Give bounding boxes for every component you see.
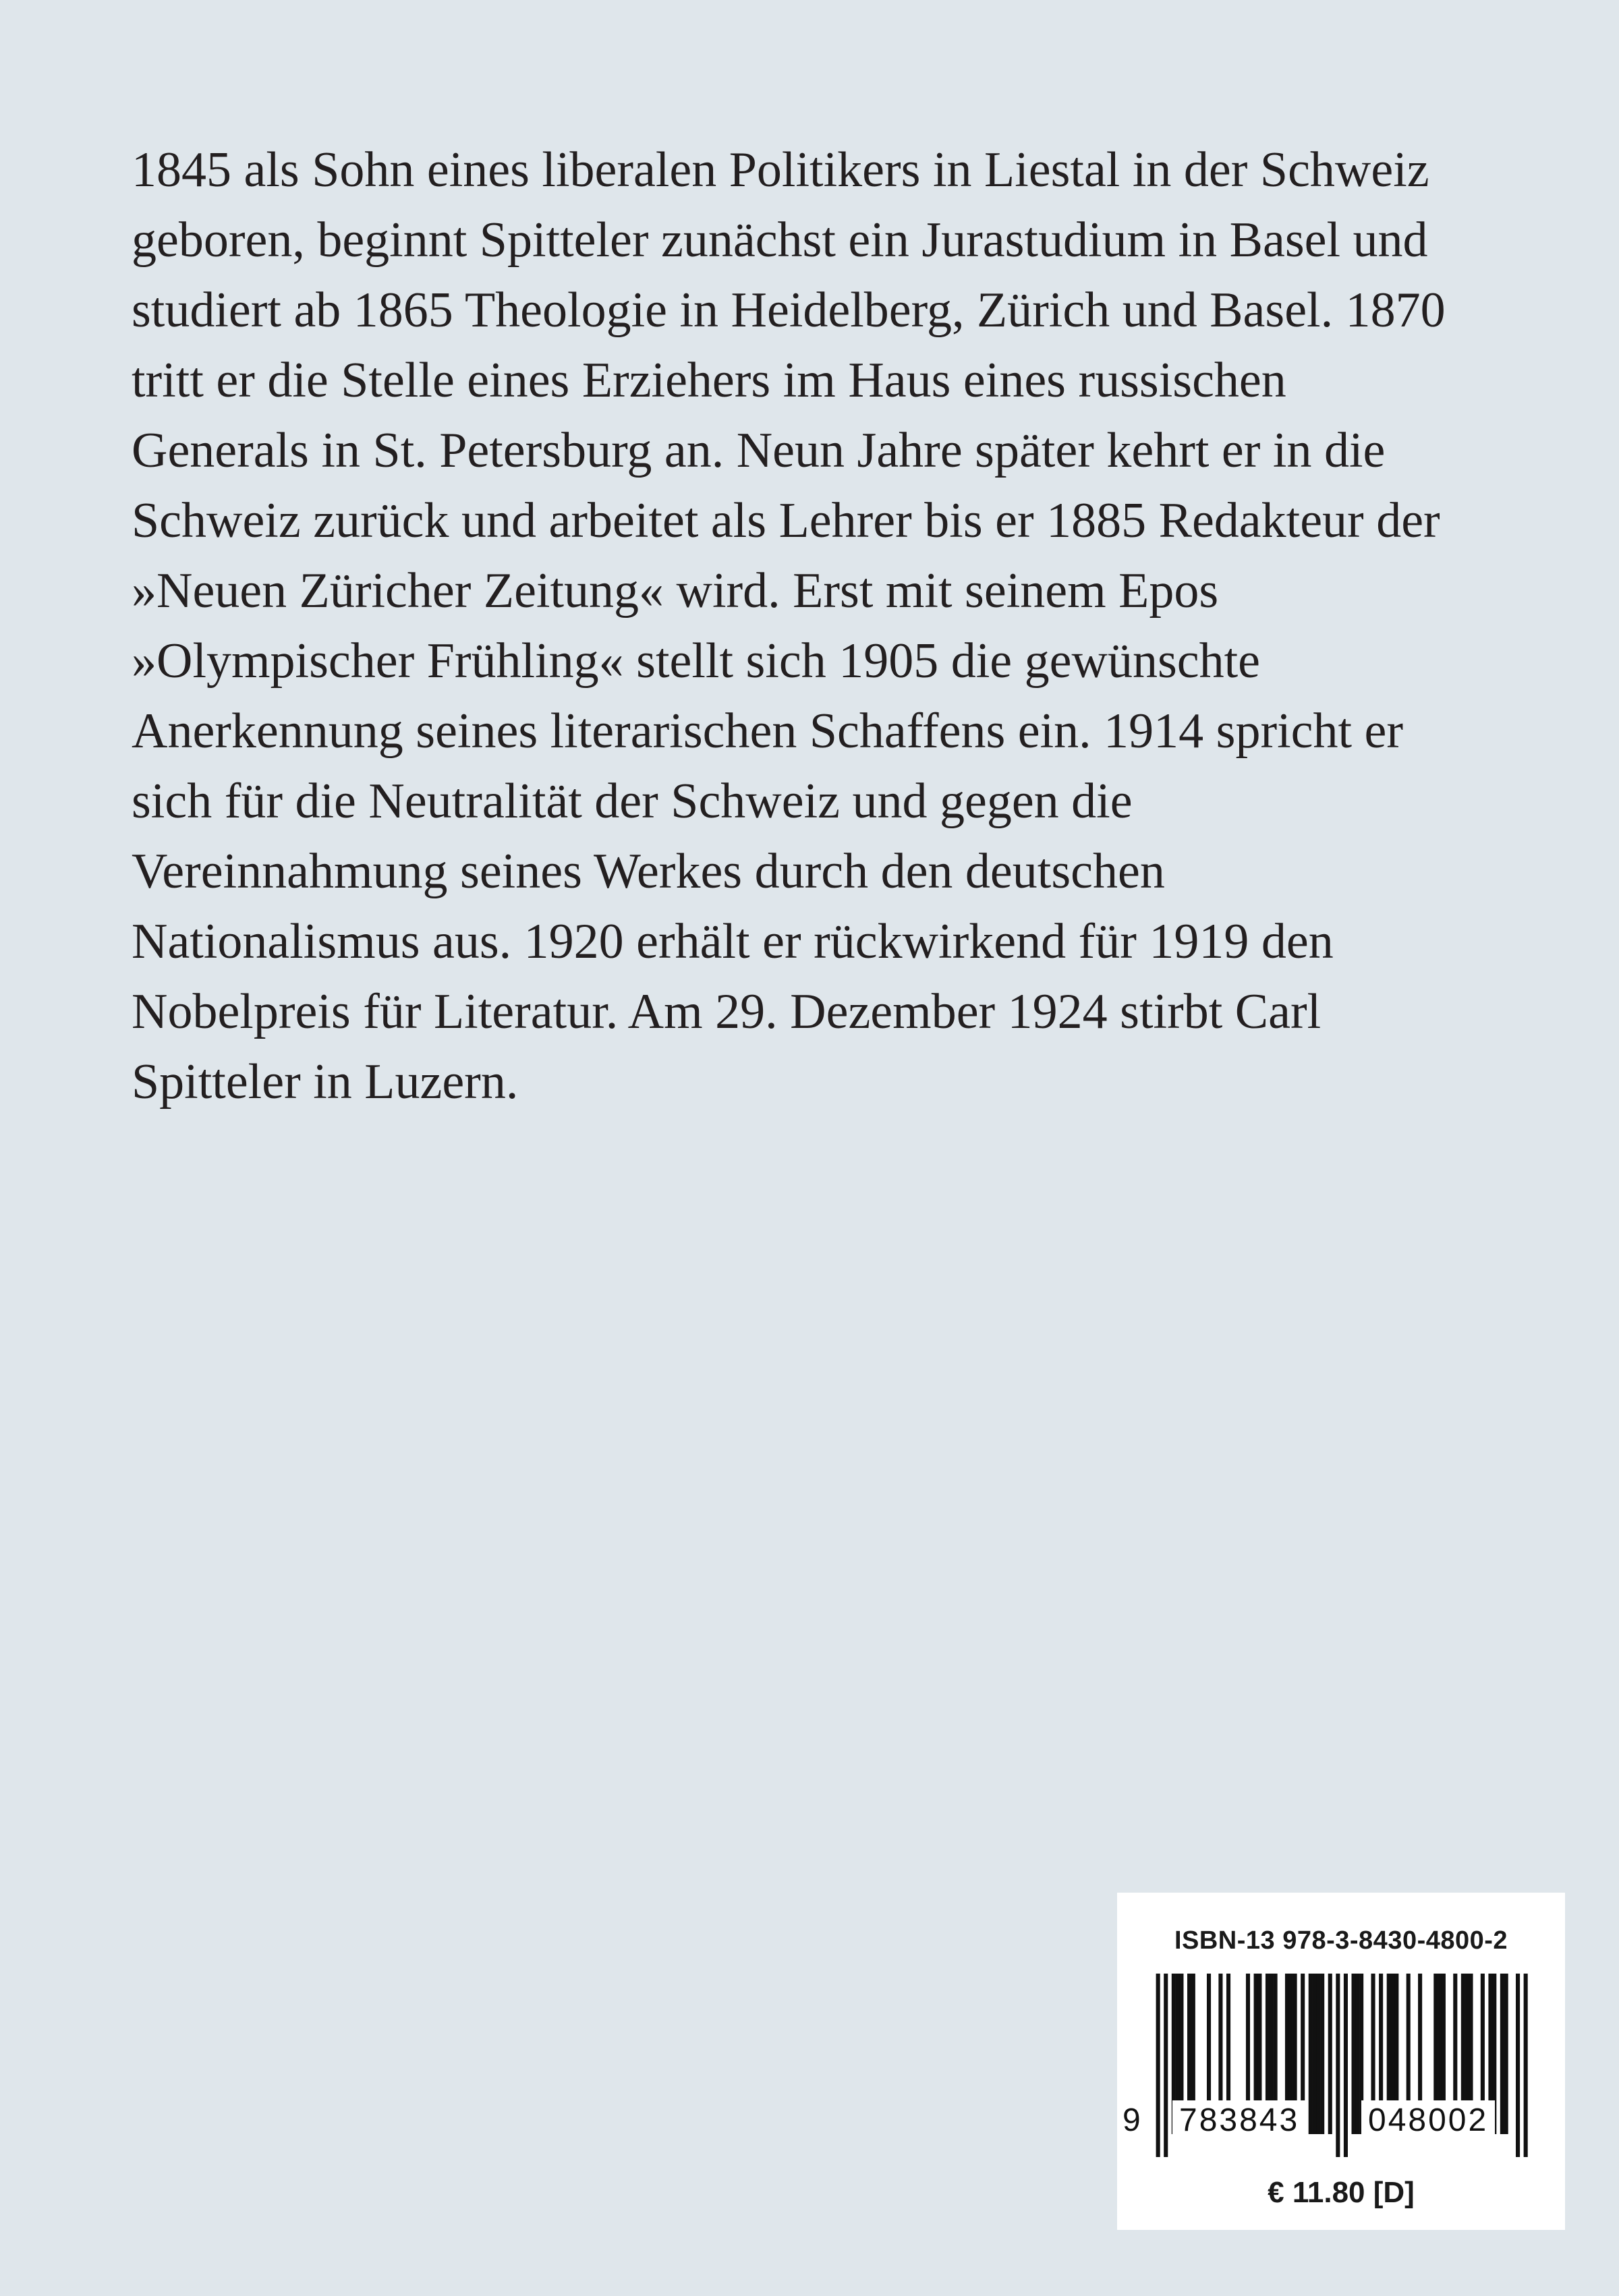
barcode-bar — [1156, 1974, 1160, 2157]
biography-line: Nobelpreis für Literatur. Am 29. Dezember 1924 stirbt Carl — [132, 984, 1322, 1039]
biography-line: studiert ab 1865 Theologie in Heidelberg, Zürich und Basel. 1870 — [132, 283, 1446, 338]
biography-text — [132, 135, 1501, 1117]
biography-line: Spitteler in Luzern. — [132, 1054, 519, 1110]
barcode-bar — [1524, 1974, 1528, 2157]
barcode-bar — [1164, 1974, 1168, 2157]
barcode-bar — [1504, 1974, 1508, 2134]
biography-line: Schweiz zurück und arbeitet als Lehrer bis er 1885 Redakteur der — [132, 493, 1440, 548]
biography-line: geboren, beginnt Spitteler zunächst ein Jurastudium in Basel und — [132, 212, 1428, 268]
barcode-bar — [1320, 1974, 1324, 2134]
biography-line: »Neuen Züricher Zeitung« wird. Erst mit seinem Epos — [132, 563, 1219, 619]
isbn-label: ISBN-13 978-3-8430-4800-2 — [1174, 1926, 1508, 1955]
barcode-bar — [1336, 1974, 1340, 2157]
barcode-bar — [1313, 1974, 1317, 2134]
biography-line: Generals in St. Petersburg an. Neun Jahre später kehrt er in die — [132, 423, 1386, 478]
barcode-bar — [1516, 1974, 1520, 2157]
biography-line: 1845 als Sohn eines liberalen Politikers in Liestal in der Schweiz — [132, 142, 1429, 198]
biography-line: Anerkennung seines literarischen Schaffens ein. 1914 spricht er — [132, 704, 1404, 759]
barcode-lead-digit: 9 — [1123, 2102, 1143, 2138]
barcode-bar — [1351, 1974, 1355, 2134]
biography-line: Nationalismus aus. 1920 erhält er rückwirkend für 1919 den — [132, 914, 1334, 969]
price-label: € 11.80 [D] — [1268, 2176, 1415, 2209]
barcode-bar — [1316, 1974, 1320, 2134]
barcode-bar — [1344, 1974, 1348, 2157]
biography-line: tritt er die Stelle eines Erziehers im Haus eines russischen — [132, 353, 1286, 408]
barcode-bar — [1355, 1974, 1359, 2134]
barcode-bar — [1328, 1974, 1332, 2134]
barcode-panel — [1117, 1893, 1565, 2230]
biography-line: Vereinnahmung seines Werkes durch den deutschen — [132, 844, 1165, 899]
barcode-digits-right: 048002 — [1361, 2100, 1495, 2141]
biography-line: sich für die Neutralität der Schweiz und gegen die — [132, 774, 1133, 829]
biography-line: »Olympischer Frühling« stellt sich 1905 die gewünschte — [132, 633, 1260, 689]
barcode-bar — [1309, 1974, 1313, 2134]
barcode-digits-left: 783843 — [1172, 2100, 1306, 2141]
barcode-bar — [1500, 1974, 1504, 2134]
